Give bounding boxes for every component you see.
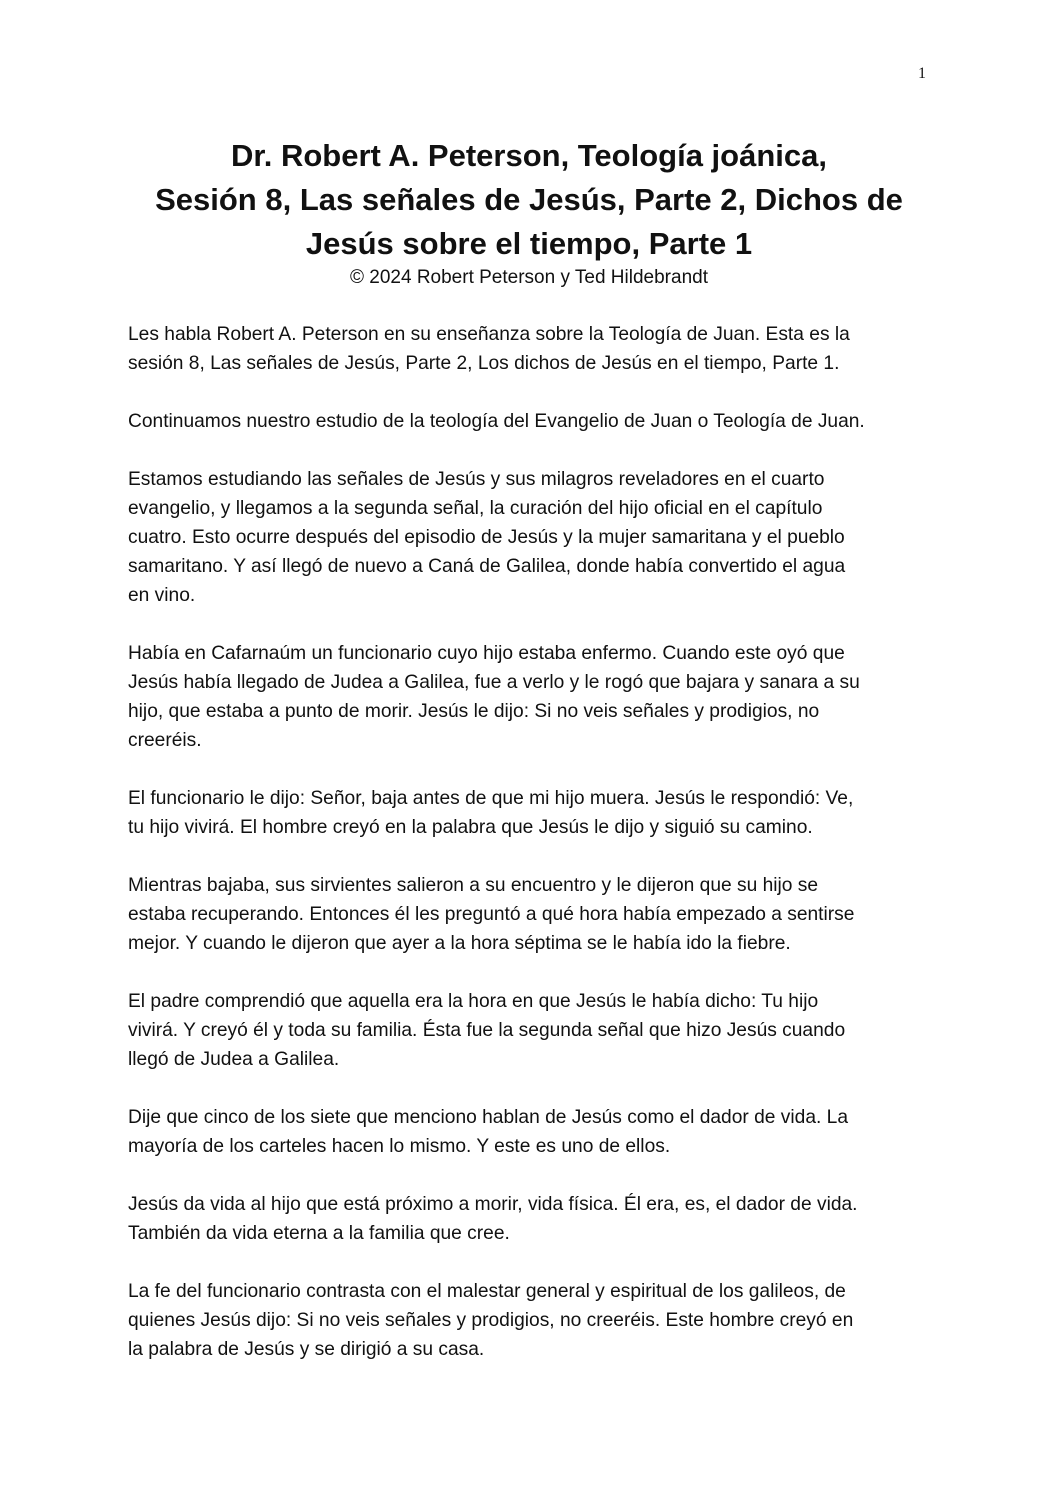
paragraph-line: mayoría de los carteles hacen lo mismo. Y este es uno de ellos. <box>128 1136 671 1157</box>
paragraph-line: quienes Jesús dijo: Si no veis señales y prodigios, no creeréis. Este hombre creyó en <box>128 1310 854 1331</box>
title-line: Jesús sobre el tiempo, Parte 1 <box>305 226 753 261</box>
paragraph-line: Jesús da vida al hijo que está próximo a morir, vida física. Él era, es, el dador de vida. <box>128 1194 858 1215</box>
paragraph-line: El padre comprendió que aquella era la hora en que Jesús le había dicho: Tu hijo <box>128 991 819 1012</box>
paragraph-line: También da vida eterna a la familia que cree. <box>128 1223 510 1244</box>
paragraph-line: tu hijo vivirá. El hombre creyó en la palabra que Jesús le dijo y siguió su camino. <box>128 817 813 838</box>
paragraph-line: en vino. <box>128 585 196 606</box>
paragraph <box>128 639 948 755</box>
paragraph <box>128 465 948 610</box>
page-number: 1 <box>918 65 926 82</box>
paragraph-line: La fe del funcionario contrasta con el malestar general y espiritual de los galileos, de <box>128 1281 846 1302</box>
paragraph-line: Estamos estudiando las señales de Jesús y sus milagros reveladores en el cuarto <box>128 469 825 490</box>
paragraph <box>128 320 948 378</box>
paragraph <box>128 1277 948 1364</box>
paragraph <box>128 407 948 436</box>
paragraph-line: mejor. Y cuando le dijeron que ayer a la hora séptima se le había ido la fiebre. <box>128 933 791 954</box>
paragraph-line: Jesús había llegado de Judea a Galilea, fue a verlo y le rogó que bajara y sanara a su <box>128 672 860 693</box>
paragraph-line: creeréis. <box>128 730 202 751</box>
paragraph-line: evangelio, y llegamos a la segunda señal, la curación del hijo oficial en el capítulo <box>128 498 823 519</box>
paragraph-line: Continuamos nuestro estudio de la teología del Evangelio de Juan o Teología de Juan. <box>128 411 865 432</box>
paragraph <box>128 871 948 958</box>
paragraph-line: Mientras bajaba, sus sirvientes salieron a su encuentro y le dijeron que su hijo se <box>128 875 819 896</box>
paragraph-line: Dije que cinco de los siete que menciono hablan de Jesús como el dador de vida. La <box>128 1107 848 1128</box>
paragraph-line: El funcionario le dijo: Señor, baja antes de que mi hijo muera. Jesús le respondió: Ve, <box>128 788 854 809</box>
paragraph <box>128 784 948 842</box>
paragraph-line: vivirá. Y creyó él y toda su familia. Ésta fue la segunda señal que hizo Jesús cuando <box>128 1020 846 1041</box>
title-line: Sesión 8, Las señales de Jesús, Parte 2, Dichos de <box>155 182 903 217</box>
document-header <box>0 134 1058 290</box>
title-line: Dr. Robert A. Peterson, Teología joánica, <box>230 138 827 173</box>
paragraph-line: estaba recuperando. Entonces él les preguntó a qué hora había empezado a sentirse <box>128 904 855 925</box>
paragraph-line: Les habla Robert A. Peterson en su enseñanza sobre la Teología de Juan. Esta es la <box>128 324 850 345</box>
paragraph-line: llegó de Judea a Galilea. <box>128 1049 340 1070</box>
paragraph-line: samaritano. Y así llegó de nuevo a Caná de Galilea, donde había convertido el agua <box>128 556 846 577</box>
paragraph <box>128 1190 948 1248</box>
copyright-notice: © 2024 Robert Peterson y Ted Hildebrandt <box>350 267 708 288</box>
paragraph <box>128 987 948 1074</box>
document-body <box>128 320 948 1393</box>
paragraph-line: Había en Cafarnaúm un funcionario cuyo hijo estaba enfermo. Cuando este oyó que <box>128 643 845 664</box>
paragraph-line: sesión 8, Las señales de Jesús, Parte 2, Los dichos de Jesús en el tiempo, Parte 1. <box>128 353 840 374</box>
paragraph-line: la palabra de Jesús y se dirigió a su casa. <box>128 1339 485 1360</box>
paragraph-line: cuatro. Esto ocurre después del episodio de Jesús y la mujer samaritana y el pueblo <box>128 527 845 548</box>
paragraph-line: hijo, que estaba a punto de morir. Jesús le dijo: Si no veis señales y prodigios, no <box>128 701 820 722</box>
paragraph <box>128 1103 948 1161</box>
